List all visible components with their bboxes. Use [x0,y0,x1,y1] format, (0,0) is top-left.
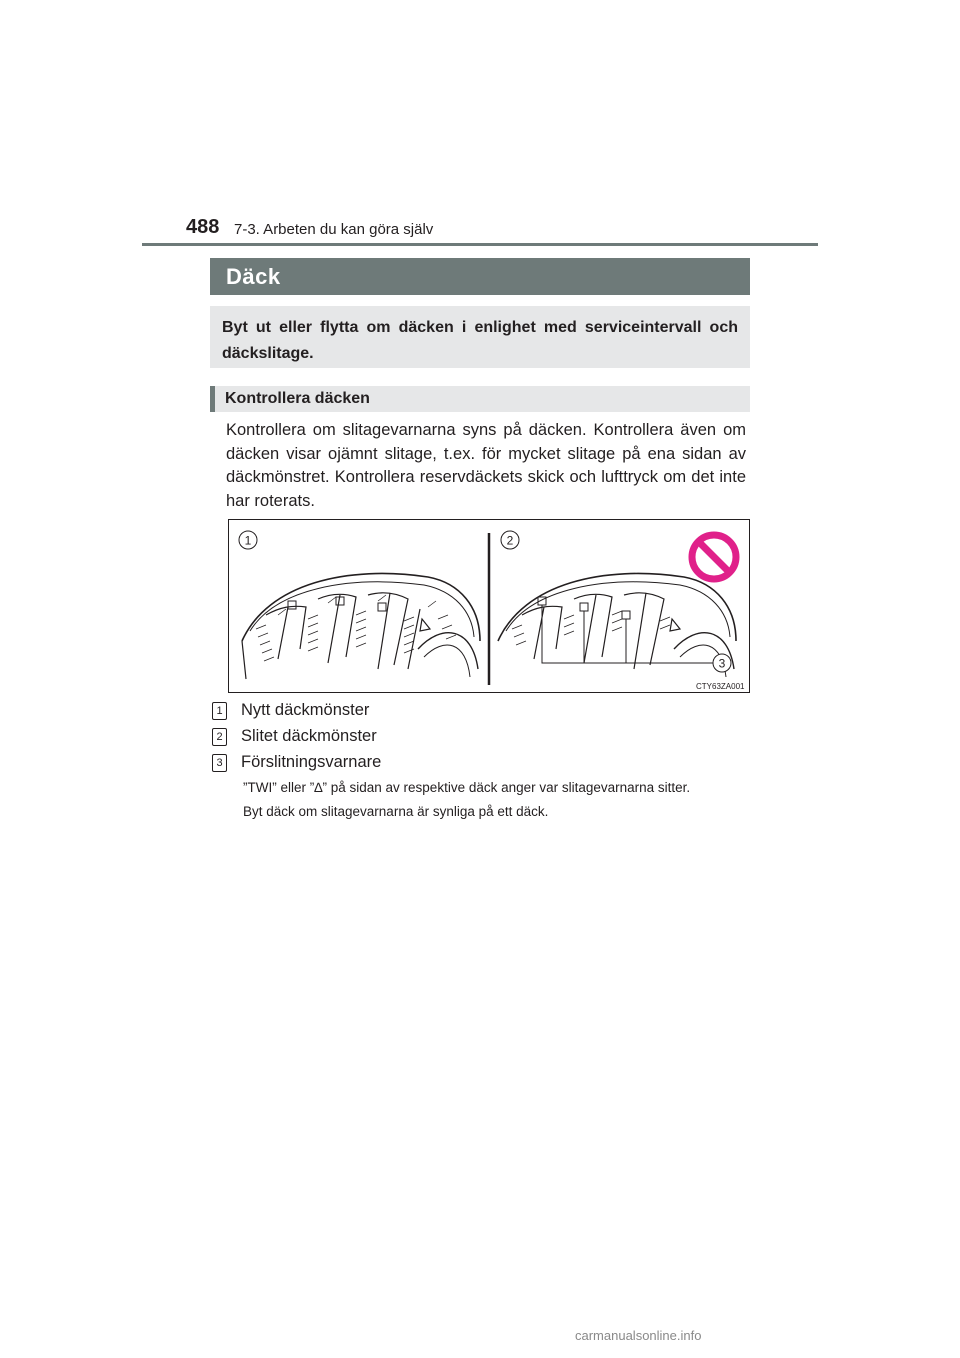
legend-label: Förslitningsvarnare [241,753,382,771]
intro-box: Byt ut eller flytta om däcken i enlighet med serviceintervall och däckslitage. [210,306,750,368]
chapter-title: 7-3. Arbeten du kan göra själv [234,221,434,238]
figure-code: CTY63ZA001 [696,682,745,691]
note-line-2: Byt däck om slitagevarnarna är synliga på ett däck. [243,804,549,819]
svg-text:1: 1 [244,533,252,548]
page-number: 488 [186,216,220,238]
svg-text:2: 2 [506,533,514,548]
header-rule [142,243,818,246]
svg-text:3: 3 [718,656,726,671]
subsection-title: Kontrollera däcken [210,386,750,412]
callout-3 [713,654,731,672]
note-line-1: ”TWI” eller ”∆” på sidan av respektive däck anger var slitagevarnarna sitter. [243,780,691,795]
legend-item-1 [212,700,369,720]
callout-1 [239,531,257,549]
legend-item-3 [212,752,381,772]
body-paragraph: Kontrollera om slitagevarnarna syns på däcken. Kontrollera även om däcken visar ojämnt slitage, t.ex. för mycket slitage på ena sidan av däckmönstret. Kontrollera reservdäckets skick och lufttryck om det inte har roterats. [226,421,746,510]
legend-item-2 [212,726,377,746]
callout-2 [501,531,519,549]
legend-label: Nytt däckmönster [241,701,370,719]
tire-figure [228,519,750,693]
footer-brand: carmanualsonline.info [575,1328,702,1343]
section-title: Däck [210,258,750,295]
legend-number: 1 [212,702,227,720]
legend-label: Slitet däckmönster [241,727,377,745]
legend-number: 3 [212,754,227,772]
legend-number: 2 [212,728,227,746]
